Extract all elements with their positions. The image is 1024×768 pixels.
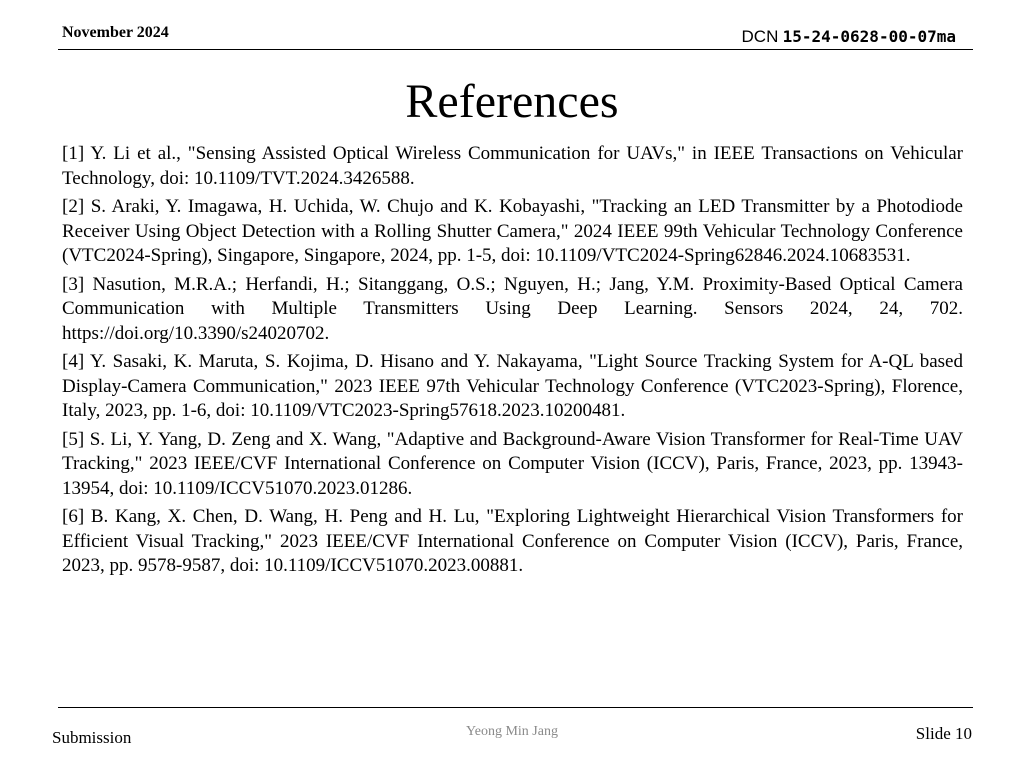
- header-divider: [58, 49, 973, 50]
- reference-list: [62, 142, 963, 583]
- page-title: References: [405, 75, 619, 128]
- reference-item-5: [5] S. Li, Y. Yang, D. Zeng and X. Wang, "Adaptive and Background-Aware Vision Transformer for Real-Time UAV Tracking," 2023 IEEE/CVF International Conference on Computer Vision (ICCV), Paris, France, 2023, pp. 13943-13954, doi: 10.1109/ICCV51070.2023.01286.: [62, 428, 963, 499]
- reference-item-3: [3] Nasution, M.R.A.; Herfandi, H.; Sitanggang, O.S.; Nguyen, H.; Jang, Y.M. Proximity-Based Optical Camera Communication with Multiple Transmitters Using Deep Learning. Sensors 2024, 24, 702. https://doi.org/10.3390/s24020702.: [62, 273, 963, 344]
- footer-author: Yeong Min Jang: [466, 724, 558, 739]
- dcn-label: DCN: [741, 27, 779, 46]
- slide-number: Slide 10: [915, 724, 972, 743]
- reference-item-2: [2] S. Araki, Y. Imagawa, H. Uchida, W. Chujo and K. Kobayashi, "Tracking an LED Transmitter by a Photodiode Receiver Using Object Detection with a Rolling Shutter Camera," 2024 IEEE 99th Vehicular Technology Conference (VTC2024-Spring), Singapore, Singapore, 2024, pp. 1-5, doi: 10.1109/VTC2024-Spring62846.2024.10683531.: [62, 196, 963, 266]
- header-doc-id: [742, 27, 956, 47]
- header-date: November 2024: [62, 24, 169, 41]
- footer-divider: [58, 707, 973, 708]
- doc-number: 15-24-0628-00-07ma: [782, 27, 956, 46]
- reference-item-6: [6] B. Kang, X. Chen, D. Wang, H. Peng and H. Lu, "Exploring Lightweight Hierarchical Vision Transformers for Efficient Visual Tracking," 2023 IEEE/CVF International Conference on Computer Vision (ICCV), Paris, France, 2023, pp. 9578-9587, doi: 10.1109/ICCV51070.2023.00881.: [62, 506, 963, 576]
- footer-submission: Submission: [52, 728, 132, 747]
- reference-item-4: [4] Y. Sasaki, K. Maruta, S. Kojima, D. Hisano and Y. Nakayama, "Light Source Tracking System for A-QL based Display-Camera Communication," 2023 IEEE 97th Vehicular Technology Conference (VTC2023-Spring), Florence, Italy, 2023, pp. 1-6, doi: 10.1109/VTC2023-Spring57618.2023.10200481.: [62, 351, 963, 421]
- reference-item-1: [1] Y. Li et al., "Sensing Assisted Optical Wireless Communication for UAVs," in IEEE Transactions on Vehicular Technology, doi: 10.1109/TVT.2024.3426588.: [62, 143, 963, 189]
